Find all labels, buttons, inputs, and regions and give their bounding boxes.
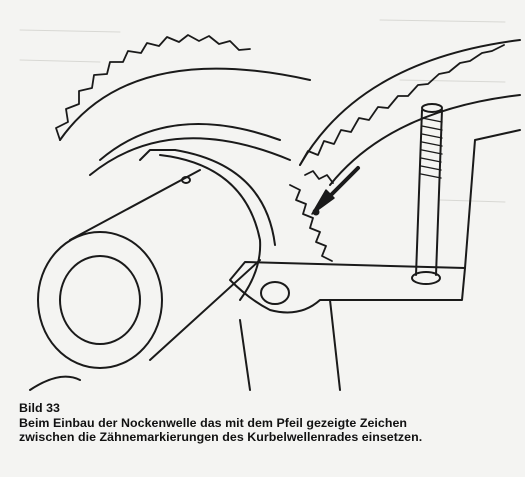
camshaft-gear-outer-arc bbox=[60, 69, 310, 140]
crankshaft-gear-inner-rim bbox=[330, 95, 520, 185]
mounting-bracket bbox=[230, 262, 465, 312]
camshaft-body-top bbox=[70, 170, 200, 240]
caption-line-2: zwischen die Zähnemarkierungen des Kurbelwellenrades einsetzen. bbox=[19, 430, 423, 445]
figure-caption bbox=[19, 401, 519, 445]
camshaft-collar bbox=[160, 155, 260, 300]
camshaft-gear-hub-ring bbox=[100, 124, 280, 160]
camshaft-gear-teeth bbox=[56, 35, 250, 140]
figure-label: Bild 33 bbox=[19, 401, 60, 415]
engine-block-edge bbox=[465, 130, 520, 268]
caption-line-1: Beim Einbau der Nockenwelle das mit dem Pfeil gezeigte Zeichen bbox=[19, 415, 408, 430]
bracket-bolt-hole bbox=[261, 282, 289, 304]
threaded-stud bbox=[412, 104, 442, 284]
camshaft-bearing-face bbox=[38, 232, 162, 368]
crankshaft-gear-outline bbox=[300, 40, 520, 165]
timing-mark-arrow bbox=[312, 168, 358, 214]
meshing-teeth-zone bbox=[290, 171, 333, 261]
crankshaft-gear-teeth bbox=[300, 45, 504, 165]
camshaft-bore bbox=[60, 256, 140, 344]
